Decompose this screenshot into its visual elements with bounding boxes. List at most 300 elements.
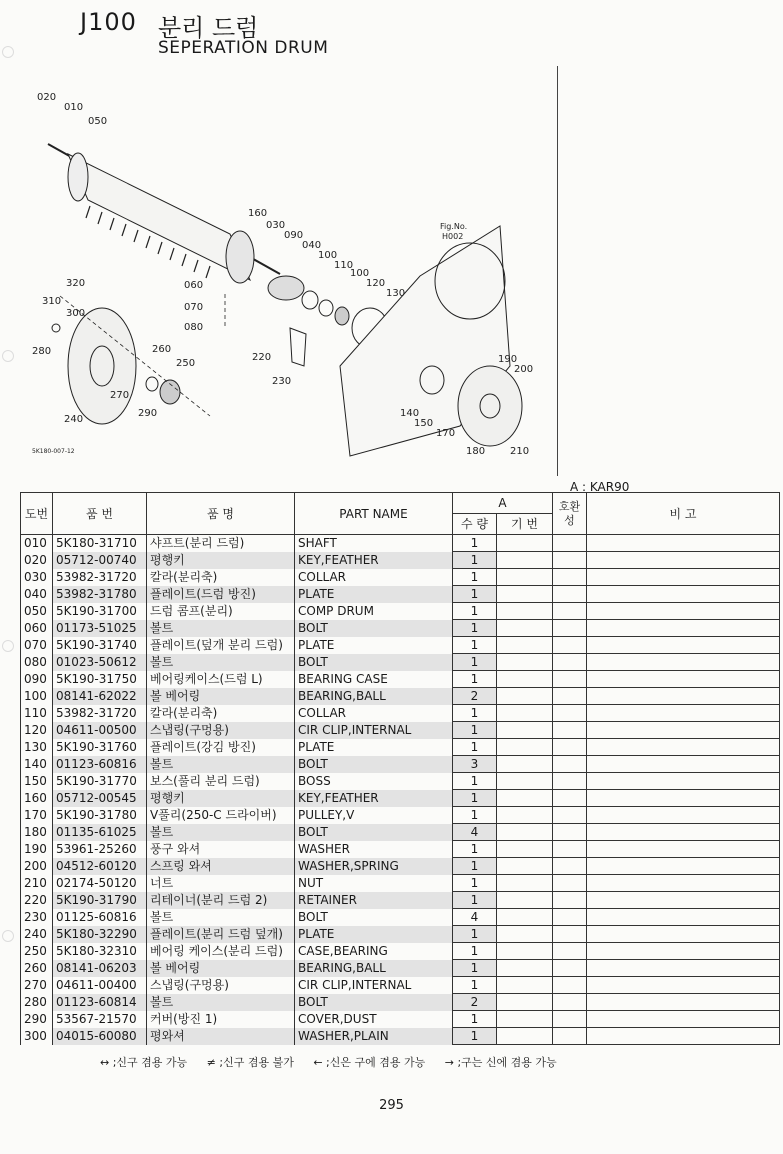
callout-label: 320 (66, 278, 86, 289)
cell-name-korean: 스냅링(구멍용) (147, 977, 295, 994)
cell-part-number: 01023-50612 (53, 654, 147, 671)
cell-name-korean: V풀리(250-C 드라이버) (147, 807, 295, 824)
cell-remark (587, 739, 780, 756)
callout-label: 180 (466, 446, 486, 457)
cell-compat (553, 807, 587, 824)
callout-label: 150 (414, 418, 434, 429)
cell-name-korean: 플레이트(덮개 분리 드럼) (147, 637, 295, 654)
cell-quantity: 1 (453, 569, 497, 586)
col-header-no: 도번 (21, 493, 53, 535)
cell-part-number: 04512-60120 (53, 858, 147, 875)
table-row (21, 790, 780, 807)
cell-name-korean: 리테이너(분리 드럼 2) (147, 892, 295, 909)
cell-name-korean: 볼트 (147, 994, 295, 1011)
cell-compat (553, 535, 587, 552)
cell-period (497, 552, 553, 569)
callout-label: 070 (184, 302, 204, 313)
table-row (21, 841, 780, 858)
col-header-qty: 수 량 (453, 514, 497, 535)
cell-item-no: 080 (21, 654, 53, 671)
cell-period (497, 858, 553, 875)
col-header-period: 기 번 (497, 514, 553, 535)
cell-name-english: BOLT (295, 994, 453, 1011)
cell-name-korean: 플레이트(드럼 방진) (147, 586, 295, 603)
cell-item-no: 020 (21, 552, 53, 569)
model-variant-label: A : KAR90 (570, 480, 630, 494)
cell-compat (553, 926, 587, 943)
cell-remark (587, 1028, 780, 1045)
table-row (21, 756, 780, 773)
cell-name-english: COLLAR (295, 705, 453, 722)
cell-part-number: 04015-60080 (53, 1028, 147, 1045)
binder-hole (2, 46, 14, 58)
table-row (21, 875, 780, 892)
cell-item-no: 120 (21, 722, 53, 739)
cell-item-no: 070 (21, 637, 53, 654)
cell-quantity: 1 (453, 586, 497, 603)
cell-period (497, 960, 553, 977)
cell-remark (587, 977, 780, 994)
cell-remark (587, 586, 780, 603)
cell-period (497, 875, 553, 892)
callout-label: 280 (32, 346, 52, 357)
callout-label: 100 (318, 250, 338, 261)
page-number: 295 (379, 1098, 404, 1113)
callout-label: 210 (510, 446, 530, 457)
table-row (21, 688, 780, 705)
cell-part-number: 01123-60814 (53, 994, 147, 1011)
callout-label: 300 (66, 308, 86, 319)
cell-name-english: PLATE (295, 637, 453, 654)
cell-name-english: WASHER,SPRING (295, 858, 453, 875)
legend-item: ↔ ;신구 겸용 가능 (100, 1056, 188, 1069)
table-row (21, 739, 780, 756)
cell-compat (553, 586, 587, 603)
cell-name-english: BOLT (295, 620, 453, 637)
cell-item-no: 280 (21, 994, 53, 1011)
cell-name-korean: 볼트 (147, 620, 295, 637)
cell-name-korean: 너트 (147, 875, 295, 892)
callout-label: 130 (386, 288, 406, 299)
cell-item-no: 030 (21, 569, 53, 586)
cell-remark (587, 994, 780, 1011)
cell-period (497, 841, 553, 858)
cell-item-no: 090 (21, 671, 53, 688)
cell-compat (553, 739, 587, 756)
table-row (21, 943, 780, 960)
callout-label: 270 (110, 390, 130, 401)
cell-part-number: 53982-31780 (53, 586, 147, 603)
cell-period (497, 1028, 553, 1045)
legend-item: → ;구는 신에 겸용 가능 (444, 1056, 557, 1069)
cell-part-number: 5K180-31710 (53, 535, 147, 552)
cell-period (497, 994, 553, 1011)
cell-quantity: 3 (453, 756, 497, 773)
cell-part-number: 53982-31720 (53, 569, 147, 586)
table-row (21, 773, 780, 790)
cell-period (497, 892, 553, 909)
cell-remark (587, 671, 780, 688)
cell-quantity: 1 (453, 892, 497, 909)
cell-quantity: 1 (453, 858, 497, 875)
cell-name-korean: 커버(방진 1) (147, 1011, 295, 1028)
binder-hole (2, 930, 14, 942)
callout-label: 110 (334, 260, 354, 271)
callout-label: 240 (64, 414, 84, 425)
table-row (21, 994, 780, 1011)
cell-item-no: 050 (21, 603, 53, 620)
cell-name-korean: 볼트 (147, 654, 295, 671)
cell-compat (553, 569, 587, 586)
callout-label: 190 (498, 354, 518, 365)
legend-item: ← ;신은 구에 겸용 가능 (313, 1056, 426, 1069)
diagram-drawing (20, 66, 560, 476)
cell-remark (587, 841, 780, 858)
cell-part-number: 5K190-31780 (53, 807, 147, 824)
cell-quantity: 4 (453, 909, 497, 926)
cell-quantity: 2 (453, 688, 497, 705)
cell-part-number: 53961-25260 (53, 841, 147, 858)
cell-compat (553, 790, 587, 807)
cell-item-no: 060 (21, 620, 53, 637)
cell-remark (587, 875, 780, 892)
callout-label: 040 (302, 240, 322, 251)
cell-name-english: BEARING CASE (295, 671, 453, 688)
callout-label: 010 (64, 102, 84, 113)
cell-name-english: PLATE (295, 926, 453, 943)
cell-name-english: BOLT (295, 824, 453, 841)
cell-name-korean: 베어링케이스(드럼 L) (147, 671, 295, 688)
section-code: J100 (80, 8, 137, 36)
table-row (21, 705, 780, 722)
cell-compat (553, 875, 587, 892)
cell-name-english: CIR CLIP,INTERNAL (295, 977, 453, 994)
table-row (21, 552, 780, 569)
cell-name-korean: 평와셔 (147, 1028, 295, 1045)
cell-quantity: 1 (453, 671, 497, 688)
cell-name-korean: 베어링 케이스(분리 드럼) (147, 943, 295, 960)
cell-name-english: PULLEY,V (295, 807, 453, 824)
cell-name-english: CIR CLIP,INTERNAL (295, 722, 453, 739)
cell-name-korean: 볼트 (147, 909, 295, 926)
cell-quantity: 4 (453, 824, 497, 841)
table-row (21, 637, 780, 654)
parts-table (20, 492, 780, 1045)
col-header-part-no: 품 번 (53, 493, 147, 535)
callout-label: 170 (436, 428, 456, 439)
cell-item-no: 160 (21, 790, 53, 807)
table-row (21, 824, 780, 841)
cell-part-number: 5K190-31740 (53, 637, 147, 654)
cell-name-korean: 평행키 (147, 552, 295, 569)
cell-remark (587, 620, 780, 637)
cell-quantity: 1 (453, 739, 497, 756)
cell-item-no: 210 (21, 875, 53, 892)
cell-name-english: NUT (295, 875, 453, 892)
cell-name-korean: 볼 베어링 (147, 960, 295, 977)
cell-remark (587, 807, 780, 824)
cell-compat (553, 552, 587, 569)
cell-name-english: BEARING,BALL (295, 960, 453, 977)
cell-name-korean: 플레이트(분리 드럼 덮개) (147, 926, 295, 943)
cell-period (497, 535, 553, 552)
exploded-diagram (20, 66, 560, 476)
cell-compat (553, 994, 587, 1011)
cell-compat (553, 1028, 587, 1045)
col-header-group-a: A (453, 493, 553, 514)
cell-part-number: 01123-60816 (53, 756, 147, 773)
cell-name-english: COLLAR (295, 569, 453, 586)
cell-quantity: 1 (453, 603, 497, 620)
cell-period (497, 1011, 553, 1028)
table-row (21, 977, 780, 994)
cell-part-number: 53982-31720 (53, 705, 147, 722)
cell-item-no: 260 (21, 960, 53, 977)
cell-compat (553, 620, 587, 637)
cell-name-english: PLATE (295, 586, 453, 603)
callout-label: 290 (138, 408, 158, 419)
cell-name-korean: 평행키 (147, 790, 295, 807)
cell-name-english: RETAINER (295, 892, 453, 909)
cell-name-english: KEY,FEATHER (295, 790, 453, 807)
cell-compat (553, 603, 587, 620)
cell-remark (587, 926, 780, 943)
col-header-name-ko: 품 명 (147, 493, 295, 535)
cell-quantity: 1 (453, 790, 497, 807)
cell-item-no: 110 (21, 705, 53, 722)
cell-quantity: 1 (453, 960, 497, 977)
cell-name-korean: 볼트 (147, 756, 295, 773)
callout-label: 250 (176, 358, 196, 369)
callout-label: 050 (88, 116, 108, 127)
table-row (21, 586, 780, 603)
cell-compat (553, 722, 587, 739)
cell-part-number: 5K190-31770 (53, 773, 147, 790)
cell-quantity: 1 (453, 977, 497, 994)
cell-part-number: 04611-00400 (53, 977, 147, 994)
cell-period (497, 739, 553, 756)
cell-remark (587, 824, 780, 841)
cell-name-korean: 보스(풀리 분리 드럼) (147, 773, 295, 790)
callout-label: 160 (248, 208, 268, 219)
cell-item-no: 230 (21, 909, 53, 926)
cell-item-no: 220 (21, 892, 53, 909)
cell-compat (553, 1011, 587, 1028)
cell-item-no: 170 (21, 807, 53, 824)
callout-label: 140 (400, 408, 420, 419)
cell-part-number: 02174-50120 (53, 875, 147, 892)
cell-name-korean: 샤프트(분리 드럼) (147, 535, 295, 552)
cell-quantity: 1 (453, 773, 497, 790)
cell-part-number: 05712-00740 (53, 552, 147, 569)
parts-table-body (21, 535, 780, 1045)
cell-part-number: 08141-06203 (53, 960, 147, 977)
col-header-compat: 호환성 (553, 493, 587, 535)
cell-compat (553, 671, 587, 688)
callout-label: 030 (266, 220, 286, 231)
cell-part-number: 5K190-31760 (53, 739, 147, 756)
table-row (21, 722, 780, 739)
cell-part-number: 05712-00545 (53, 790, 147, 807)
cell-name-english: WASHER,PLAIN (295, 1028, 453, 1045)
cell-remark (587, 909, 780, 926)
cell-part-number: 01173-51025 (53, 620, 147, 637)
cell-item-no: 250 (21, 943, 53, 960)
cell-period (497, 773, 553, 790)
cell-part-number: 08141-62022 (53, 688, 147, 705)
cell-name-korean: 풍구 와셔 (147, 841, 295, 858)
cell-compat (553, 960, 587, 977)
cell-quantity: 1 (453, 620, 497, 637)
cell-name-korean: 플레이트(강김 방진) (147, 739, 295, 756)
cell-compat (553, 977, 587, 994)
callout-label: 120 (366, 278, 386, 289)
cell-part-number: 01125-60816 (53, 909, 147, 926)
cell-quantity: 1 (453, 552, 497, 569)
cell-item-no: 300 (21, 1028, 53, 1045)
cell-name-english: COVER,DUST (295, 1011, 453, 1028)
cell-compat (553, 858, 587, 875)
cell-period (497, 909, 553, 926)
cell-part-number: 5K180-32290 (53, 926, 147, 943)
cell-name-english: WASHER (295, 841, 453, 858)
table-row (21, 603, 780, 620)
cell-remark (587, 1011, 780, 1028)
cell-quantity: 1 (453, 943, 497, 960)
cell-period (497, 705, 553, 722)
legend-item: ≠ ;신구 겸용 불가 (206, 1056, 294, 1069)
cell-remark (587, 535, 780, 552)
cell-remark (587, 688, 780, 705)
cell-item-no: 290 (21, 1011, 53, 1028)
cell-part-number: 5K190-31700 (53, 603, 147, 620)
table-row (21, 926, 780, 943)
cell-remark (587, 552, 780, 569)
col-header-name-en: PART NAME (295, 493, 453, 535)
cell-name-english: BOLT (295, 654, 453, 671)
cell-remark (587, 756, 780, 773)
table-row (21, 892, 780, 909)
cell-quantity: 1 (453, 722, 497, 739)
table-row (21, 807, 780, 824)
cell-item-no: 150 (21, 773, 53, 790)
cell-quantity: 1 (453, 807, 497, 824)
cell-item-no: 010 (21, 535, 53, 552)
cell-name-english: BEARING,BALL (295, 688, 453, 705)
cell-name-korean: 스냅링(구멍용) (147, 722, 295, 739)
cell-remark (587, 960, 780, 977)
page-title-korean: 분리 드럼 (158, 14, 259, 42)
cell-quantity: 1 (453, 841, 497, 858)
cell-compat (553, 824, 587, 841)
cell-period (497, 722, 553, 739)
table-row (21, 654, 780, 671)
cell-name-korean: 볼 베어링 (147, 688, 295, 705)
cell-remark (587, 637, 780, 654)
cell-name-korean: 스프링 와셔 (147, 858, 295, 875)
cell-period (497, 824, 553, 841)
cell-name-english: SHAFT (295, 535, 453, 552)
cell-part-number: 53567-21570 (53, 1011, 147, 1028)
cell-item-no: 180 (21, 824, 53, 841)
cell-quantity: 1 (453, 1028, 497, 1045)
cell-period (497, 620, 553, 637)
cell-period (497, 671, 553, 688)
cell-quantity: 1 (453, 654, 497, 671)
cell-item-no: 240 (21, 926, 53, 943)
callout-label: 310 (42, 296, 62, 307)
figure-reference-label: Fig.No. (440, 222, 468, 231)
cell-remark (587, 654, 780, 671)
cell-remark (587, 943, 780, 960)
col-header-remark: 비 고 (587, 493, 780, 535)
cell-item-no: 140 (21, 756, 53, 773)
cell-remark (587, 858, 780, 875)
cell-period (497, 688, 553, 705)
callout-label: 260 (152, 344, 172, 355)
callout-label: 080 (184, 322, 204, 333)
callout-label: 100 (350, 268, 370, 279)
cell-period (497, 926, 553, 943)
cell-item-no: 270 (21, 977, 53, 994)
cell-name-english: BOSS (295, 773, 453, 790)
page-title-english: SEPERATION DRUM (158, 38, 329, 58)
cell-item-no: 130 (21, 739, 53, 756)
cell-remark (587, 705, 780, 722)
cell-period (497, 977, 553, 994)
cell-period (497, 943, 553, 960)
cell-compat (553, 909, 587, 926)
cell-quantity: 2 (453, 994, 497, 1011)
table-row (21, 1011, 780, 1028)
cell-period (497, 807, 553, 824)
table-row (21, 1028, 780, 1045)
figure-reference-number: H002 (442, 232, 464, 241)
cell-remark (587, 773, 780, 790)
cell-item-no: 200 (21, 858, 53, 875)
cell-name-korean: 드럼 콤프(분리) (147, 603, 295, 620)
drawing-code: 5K180-007-12 (32, 448, 75, 455)
cell-compat (553, 654, 587, 671)
cell-name-english: CASE,BEARING (295, 943, 453, 960)
compatibility-legend (100, 1054, 573, 1070)
table-row (21, 858, 780, 875)
cell-part-number: 5K180-32310 (53, 943, 147, 960)
cell-period (497, 569, 553, 586)
cell-quantity: 1 (453, 875, 497, 892)
cell-name-english: PLATE (295, 739, 453, 756)
cell-item-no: 100 (21, 688, 53, 705)
callout-label: 090 (284, 230, 304, 241)
cell-compat (553, 637, 587, 654)
table-row (21, 671, 780, 688)
binder-hole (2, 640, 14, 652)
cell-remark (587, 790, 780, 807)
table-row (21, 620, 780, 637)
cell-remark (587, 892, 780, 909)
cell-remark (587, 569, 780, 586)
cell-compat (553, 841, 587, 858)
binder-hole (2, 350, 14, 362)
cell-compat (553, 688, 587, 705)
cell-compat (553, 705, 587, 722)
cell-compat (553, 943, 587, 960)
callout-label: 060 (184, 280, 204, 291)
cell-period (497, 756, 553, 773)
cell-quantity: 1 (453, 637, 497, 654)
cell-period (497, 586, 553, 603)
cell-name-english: BOLT (295, 756, 453, 773)
